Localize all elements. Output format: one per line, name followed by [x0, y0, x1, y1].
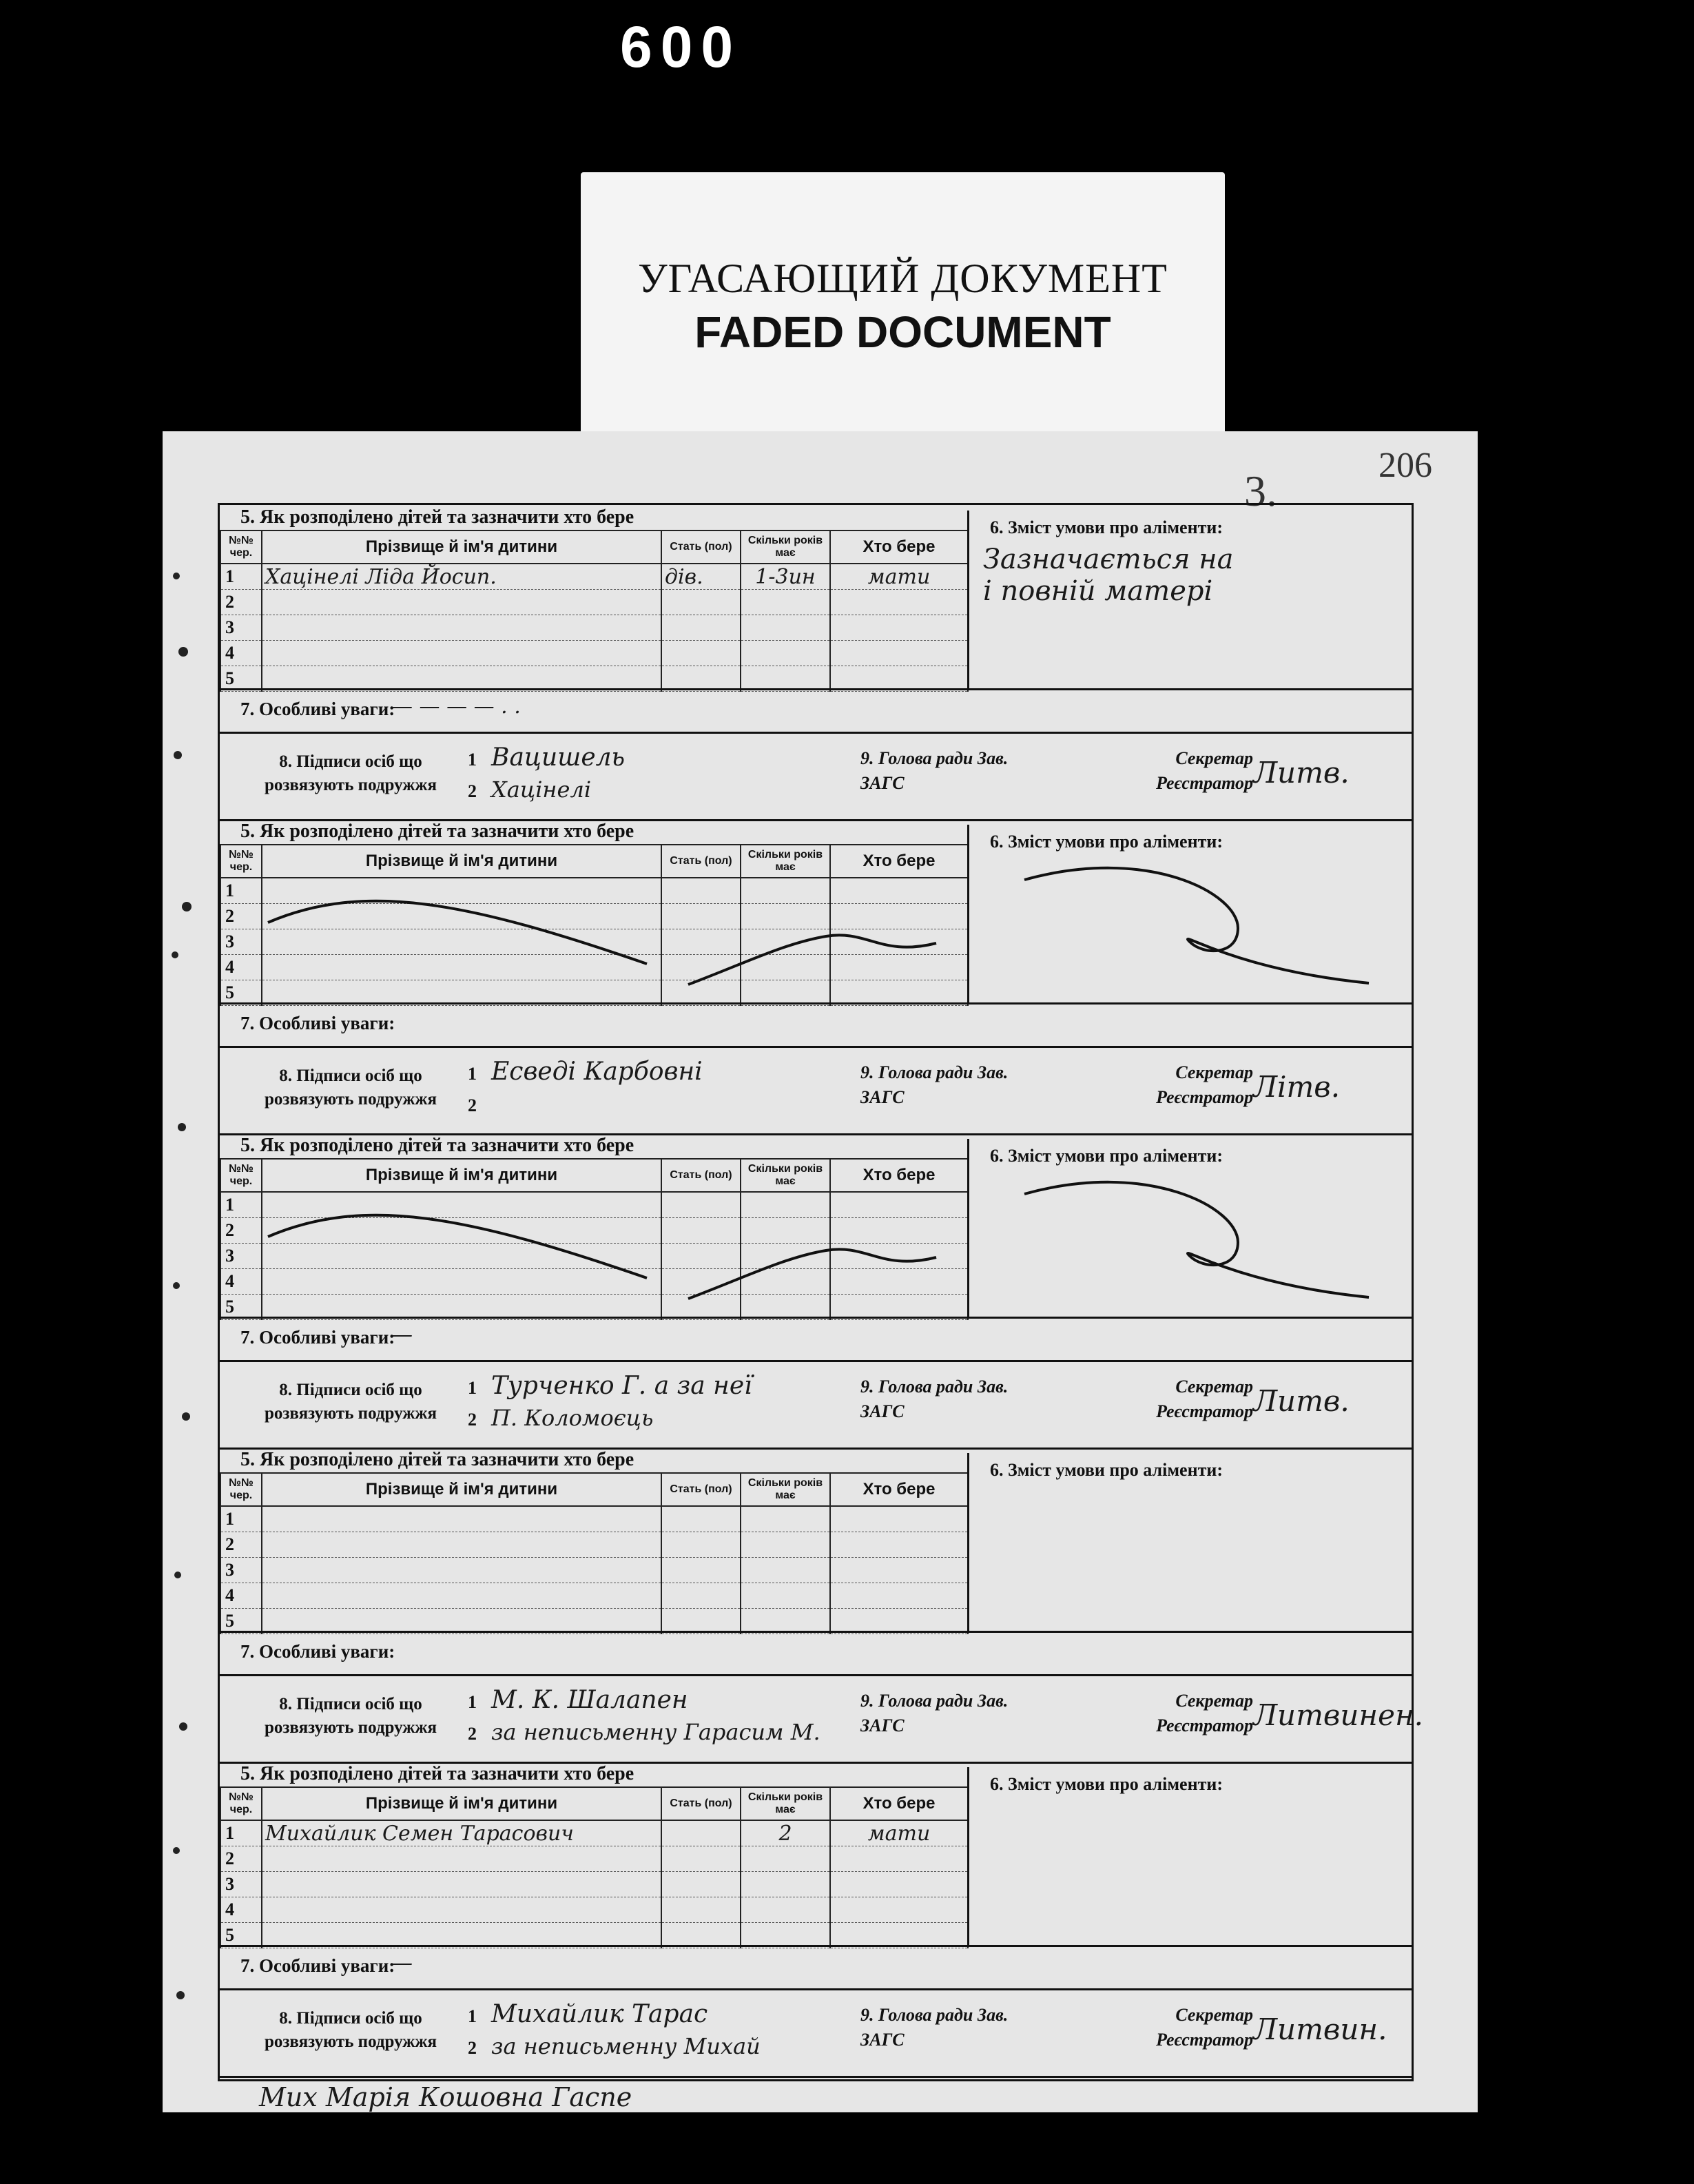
- children-section-heading: 5. Як розподілено дітей та зазначити хто бере: [240, 506, 634, 528]
- child-row: [220, 1609, 968, 1634]
- child-row: [220, 1872, 968, 1897]
- spouse-signature-2: [468, 776, 840, 807]
- row-number: 5: [220, 980, 262, 1006]
- col-age-header: Скільки років має: [741, 1473, 830, 1506]
- row-number: 3: [220, 615, 262, 641]
- alimony-label: 6. Зміст умови про аліменти:: [990, 832, 1223, 852]
- spouse-signature-1: [468, 1686, 840, 1716]
- col-sex-header: Стать (пол): [661, 845, 741, 878]
- children-table: [220, 1786, 969, 1948]
- crossed-out-mark: [1011, 1166, 1383, 1304]
- col-age-header: Скільки років має: [741, 530, 830, 564]
- child-sex: [661, 1583, 741, 1609]
- form-section: [220, 1133, 1412, 1448]
- sig-number: 2: [468, 1410, 477, 1430]
- child-name: Хацінелі Ліда Йосип.: [262, 564, 661, 590]
- secretary-label: Секретар Реєстратор: [1156, 748, 1253, 793]
- alimony-label: 6. Зміст умови про аліменти:: [990, 517, 1223, 537]
- child-sex: [661, 1897, 741, 1923]
- form-section: [220, 505, 1412, 819]
- row-number: 3: [220, 929, 262, 955]
- child-sex: [661, 641, 741, 666]
- notes-row: [220, 1002, 1412, 1048]
- row-number: 3: [220, 1244, 262, 1269]
- col-name-header: Прізвище й ім'я дитини: [262, 530, 661, 564]
- child-age: 1-3ин: [741, 564, 830, 590]
- child-guardian: [830, 1558, 968, 1583]
- notes-row: [220, 1945, 1412, 1990]
- child-row: [220, 1506, 968, 1532]
- child-age: [741, 1583, 830, 1609]
- child-sex: [661, 1923, 741, 1948]
- signature-row: [220, 1986, 1412, 2078]
- chairman-label: 9. Голова ради Зав. ЗАГС: [860, 1377, 1009, 1421]
- alimony-line: і повній матері: [983, 575, 1213, 607]
- signatures-label: 8. Підписи осіб що розвязують подружжя: [264, 1067, 437, 1109]
- faded-document-notice: [581, 172, 1225, 462]
- child-sex: [661, 590, 741, 615]
- sig-number: 2: [468, 1724, 477, 1744]
- secretary-label: Секретар Реєстратор: [1156, 1691, 1253, 1735]
- child-row: [220, 1583, 968, 1609]
- row-number: 1: [220, 1506, 262, 1532]
- signature-text: П. Коломоєць: [491, 1405, 654, 1431]
- children-section-heading: 5. Як розподілено дітей та зазначити хто бере: [240, 1135, 634, 1156]
- signatures-label: 8. Підписи осіб що розвязують подружжя: [264, 752, 437, 794]
- secretary-signature: Литв.: [1253, 756, 1350, 790]
- signature-text: за неписьменну Михай: [491, 2033, 761, 2059]
- child-row: [220, 1532, 968, 1558]
- signature-text: за неписьменну Гарасим М.: [491, 1719, 820, 1745]
- row-number: 4: [220, 641, 262, 666]
- signature-text: Хацінелі: [491, 776, 592, 803]
- secretary-signature: Литвинен.: [1253, 1698, 1423, 1732]
- child-age: [741, 615, 830, 641]
- child-row: [220, 1897, 968, 1923]
- crossed-out-mark: [261, 881, 950, 998]
- child-row: [220, 564, 968, 590]
- children-table: [220, 530, 969, 692]
- notes-label: 7. Особливі уваги:: [240, 1013, 395, 1033]
- alimony-text: [983, 544, 1396, 607]
- child-guardian: [830, 1897, 968, 1923]
- spouse-signature-1: [468, 1058, 840, 1088]
- notes-value: —: [392, 1323, 413, 1347]
- spouse-signature-2: [468, 1719, 840, 1749]
- col-number-header: №№ чер.: [220, 845, 262, 878]
- row-number: 2: [220, 1532, 262, 1558]
- col-name-header: Прізвище й ім'я дитини: [262, 1159, 661, 1192]
- sig-number: 1: [468, 1692, 477, 1712]
- form-section: [220, 1448, 1423, 1762]
- child-guardian: [830, 1506, 968, 1532]
- col-guardian-header: Хто бере: [830, 1159, 968, 1192]
- child-name: [262, 1846, 661, 1872]
- col-name-header: Прізвище й ім'я дитини: [262, 845, 661, 878]
- spouse-signature-2: [468, 2033, 840, 2063]
- col-age-header: Скільки років має: [741, 1787, 830, 1820]
- col-number-header: №№ чер.: [220, 1473, 262, 1506]
- sig-number: 2: [468, 2038, 477, 2058]
- child-name: [262, 1872, 661, 1897]
- row-number: 4: [220, 955, 262, 980]
- alimony-box: [967, 511, 1414, 688]
- children-section-heading: 5. Як розподілено дітей та зазначити хто бере: [240, 821, 634, 842]
- alimony-label: 6. Зміст умови про аліменти:: [990, 1146, 1223, 1166]
- col-number-header: №№ чер.: [220, 1787, 262, 1820]
- spouse-signature-2: [468, 1091, 840, 1121]
- child-row: [220, 1846, 968, 1872]
- child-sex: [661, 1846, 741, 1872]
- secretary-label: Секретар Реєстратор: [1156, 1062, 1253, 1107]
- col-name-header: Прізвище й ім'я дитини: [262, 1787, 661, 1820]
- child-guardian: [830, 615, 968, 641]
- secretary-label: Секретар Реєстратор: [1156, 1377, 1253, 1421]
- row-number: 2: [220, 904, 262, 929]
- signature-text: Есведі Карбовні: [491, 1058, 703, 1086]
- archive-sheet: [163, 431, 1478, 2112]
- page-number: 206: [1378, 446, 1432, 485]
- alimony-box: [967, 1453, 1414, 1631]
- row-number: 5: [220, 666, 262, 692]
- col-sex-header: Стать (пол): [661, 1787, 741, 1820]
- child-row: [220, 1558, 968, 1583]
- signature-text: Турченко Г. а за неї: [491, 1372, 752, 1400]
- notes-value: — — — — . .: [392, 694, 521, 719]
- child-guardian: [830, 590, 968, 615]
- col-number-header: №№ чер.: [220, 1159, 262, 1192]
- sig-number: 1: [468, 1064, 477, 1084]
- child-guardian: [830, 1872, 968, 1897]
- child-row: [220, 641, 968, 666]
- child-age: [741, 1609, 830, 1634]
- signature-text: Вацишель: [491, 743, 626, 772]
- row-number: 4: [220, 1269, 262, 1295]
- child-age: [741, 1846, 830, 1872]
- row-number: 1: [220, 1820, 262, 1846]
- sig-number: 1: [468, 1378, 477, 1398]
- col-sex-header: Стать (пол): [661, 1473, 741, 1506]
- col-guardian-header: Хто бере: [830, 1473, 968, 1506]
- form-section: [220, 819, 1412, 1133]
- child-name: Михайлик Семен Тарасович: [262, 1820, 661, 1846]
- secretary-signature: Литв.: [1253, 1384, 1350, 1418]
- notes-value: [392, 1009, 1219, 1036]
- row-number: 2: [220, 590, 262, 615]
- child-guardian: [830, 666, 968, 692]
- sig-number: 2: [468, 1095, 477, 1115]
- torn-edge-marks: [163, 431, 218, 2112]
- child-sex: дів.: [661, 564, 741, 590]
- alimony-box: [967, 825, 1414, 1002]
- chairman-label: 9. Голова ради Зав. ЗАГС: [860, 1691, 1009, 1735]
- col-guardian-header: Хто бере: [830, 530, 968, 564]
- row-number: 5: [220, 1923, 262, 1948]
- chairman-label: 9. Голова ради Зав. ЗАГС: [860, 748, 1009, 793]
- notice-en: FADED DOCUMENT: [694, 307, 1111, 357]
- signature-text: Михайлик Тарас: [491, 2000, 708, 2028]
- col-sex-header: Стать (пол): [661, 1159, 741, 1192]
- alimony-line: Зазначається на: [983, 544, 1234, 575]
- row-number: 2: [220, 1846, 262, 1872]
- child-sex: [661, 1820, 741, 1846]
- child-sex: [661, 1609, 741, 1634]
- child-row: [220, 1820, 968, 1846]
- row-number: 1: [220, 564, 262, 590]
- secretary-signature: Літв.: [1253, 1070, 1341, 1104]
- secretary-signature: Литвин.: [1253, 2012, 1387, 2046]
- alimony-box: [967, 1767, 1414, 1945]
- row-number: 5: [220, 1609, 262, 1634]
- child-name: [262, 1558, 661, 1583]
- signature-text: М. К. Шалапен: [491, 1686, 688, 1714]
- child-age: [741, 590, 830, 615]
- signatures-label: 8. Підписи осіб що розвязують подружжя: [264, 1381, 437, 1423]
- child-name: [262, 590, 661, 615]
- row-number: 4: [220, 1583, 262, 1609]
- signature-row: [220, 730, 1412, 821]
- child-guardian: [830, 641, 968, 666]
- signature-row: [220, 1672, 1423, 1764]
- child-row: [220, 590, 968, 615]
- children-section-heading: 5. Як розподілено дітей та зазначити хто бере: [240, 1449, 634, 1470]
- spouse-signature-1: [468, 2000, 840, 2030]
- notes-label: 7. Особливі уваги:: [240, 1641, 395, 1662]
- child-age: 2: [741, 1820, 830, 1846]
- child-name: [262, 1923, 661, 1948]
- alimony-label: 6. Зміст умови про аліменти:: [990, 1774, 1223, 1794]
- alimony-box: [967, 1139, 1414, 1317]
- row-number: 1: [220, 878, 262, 904]
- child-guardian: [830, 1923, 968, 1948]
- crossed-out-mark: [261, 1195, 950, 1312]
- child-name: [262, 641, 661, 666]
- col-guardian-header: Хто бере: [830, 1787, 968, 1820]
- row-number: 3: [220, 1872, 262, 1897]
- notice-ru: УГАСАЮЩИЙ ДОКУМЕНТ: [638, 256, 1168, 301]
- chairman-label: 9. Голова ради Зав. ЗАГС: [860, 2005, 1009, 2050]
- child-sex: [661, 1532, 741, 1558]
- spouse-signature-1: [468, 1372, 840, 1402]
- notes-value: —: [392, 1951, 413, 1975]
- child-sex: [661, 615, 741, 641]
- sig-number: 1: [468, 750, 477, 770]
- sig-number: 1: [468, 2006, 477, 2026]
- child-sex: [661, 1506, 741, 1532]
- row-number: 1: [220, 1192, 262, 1218]
- col-name-header: Прізвище й ім'я дитини: [262, 1473, 661, 1506]
- spouse-signature-1: [468, 743, 840, 774]
- form-frame: [218, 503, 1423, 2081]
- form-section: [220, 1762, 1412, 2076]
- child-name: [262, 1609, 661, 1634]
- child-sex: [661, 666, 741, 692]
- child-name: [262, 1897, 661, 1923]
- child-name: [262, 1583, 661, 1609]
- child-guardian: мати: [830, 564, 968, 590]
- child-name: [262, 666, 661, 692]
- crossed-out-mark: [1011, 852, 1383, 990]
- reel-number: 600: [620, 14, 742, 79]
- col-number-header: №№ чер.: [220, 530, 262, 564]
- notes-label: 7. Особливі уваги:: [240, 1955, 395, 1976]
- child-age: [741, 641, 830, 666]
- sheet-number: 3.: [1244, 466, 1277, 515]
- col-guardian-header: Хто бере: [830, 845, 968, 878]
- child-guardian: [830, 1532, 968, 1558]
- child-age: [741, 1506, 830, 1532]
- col-age-header: Скільки років має: [741, 1159, 830, 1192]
- child-row: [220, 666, 968, 692]
- notes-row: [220, 1631, 1412, 1676]
- spouse-signature-2: [468, 1405, 840, 1435]
- footer-signature: Мих Марія Кошовна Гаспе: [259, 2082, 632, 2112]
- notes-label: 7. Особливі уваги:: [240, 1327, 395, 1348]
- col-sex-header: Стать (пол): [661, 530, 741, 564]
- child-age: [741, 1872, 830, 1897]
- alimony-label: 6. Зміст умови про аліменти:: [990, 1460, 1223, 1480]
- secretary-label: Секретар Реєстратор: [1156, 2005, 1253, 2050]
- child-age: [741, 1558, 830, 1583]
- child-sex: [661, 1872, 741, 1897]
- notes-row: [220, 1317, 1412, 1362]
- col-age-header: Скільки років має: [741, 845, 830, 878]
- children-section-heading: 5. Як розподілено дітей та зазначити хто бере: [240, 1763, 634, 1784]
- notes-value: [392, 1637, 1219, 1665]
- chairman-label: 9. Голова ради Зав. ЗАГС: [860, 1062, 1009, 1107]
- notes-label: 7. Особливі уваги:: [240, 699, 395, 719]
- child-age: [741, 1923, 830, 1948]
- child-age: [741, 1897, 830, 1923]
- child-row: [220, 1923, 968, 1948]
- signatures-label: 8. Підписи осіб що розвязують подружжя: [264, 1695, 437, 1737]
- children-table: [220, 1472, 969, 1634]
- child-guardian: мати: [830, 1820, 968, 1846]
- signature-row: [220, 1358, 1412, 1450]
- child-row: [220, 615, 968, 641]
- child-guardian: [830, 1583, 968, 1609]
- row-number: 2: [220, 1218, 262, 1244]
- sig-number: 2: [468, 781, 477, 801]
- child-name: [262, 615, 661, 641]
- row-number: 4: [220, 1897, 262, 1923]
- signatures-label: 8. Підписи осіб що розвязують подружжя: [264, 2009, 437, 2051]
- child-age: [741, 1532, 830, 1558]
- signature-row: [220, 1044, 1412, 1135]
- child-name: [262, 1532, 661, 1558]
- row-number: 3: [220, 1558, 262, 1583]
- row-number: 5: [220, 1295, 262, 1320]
- child-sex: [661, 1558, 741, 1583]
- child-age: [741, 666, 830, 692]
- child-name: [262, 1506, 661, 1532]
- notes-row: [220, 688, 1412, 734]
- child-guardian: [830, 1846, 968, 1872]
- child-guardian: [830, 1609, 968, 1634]
